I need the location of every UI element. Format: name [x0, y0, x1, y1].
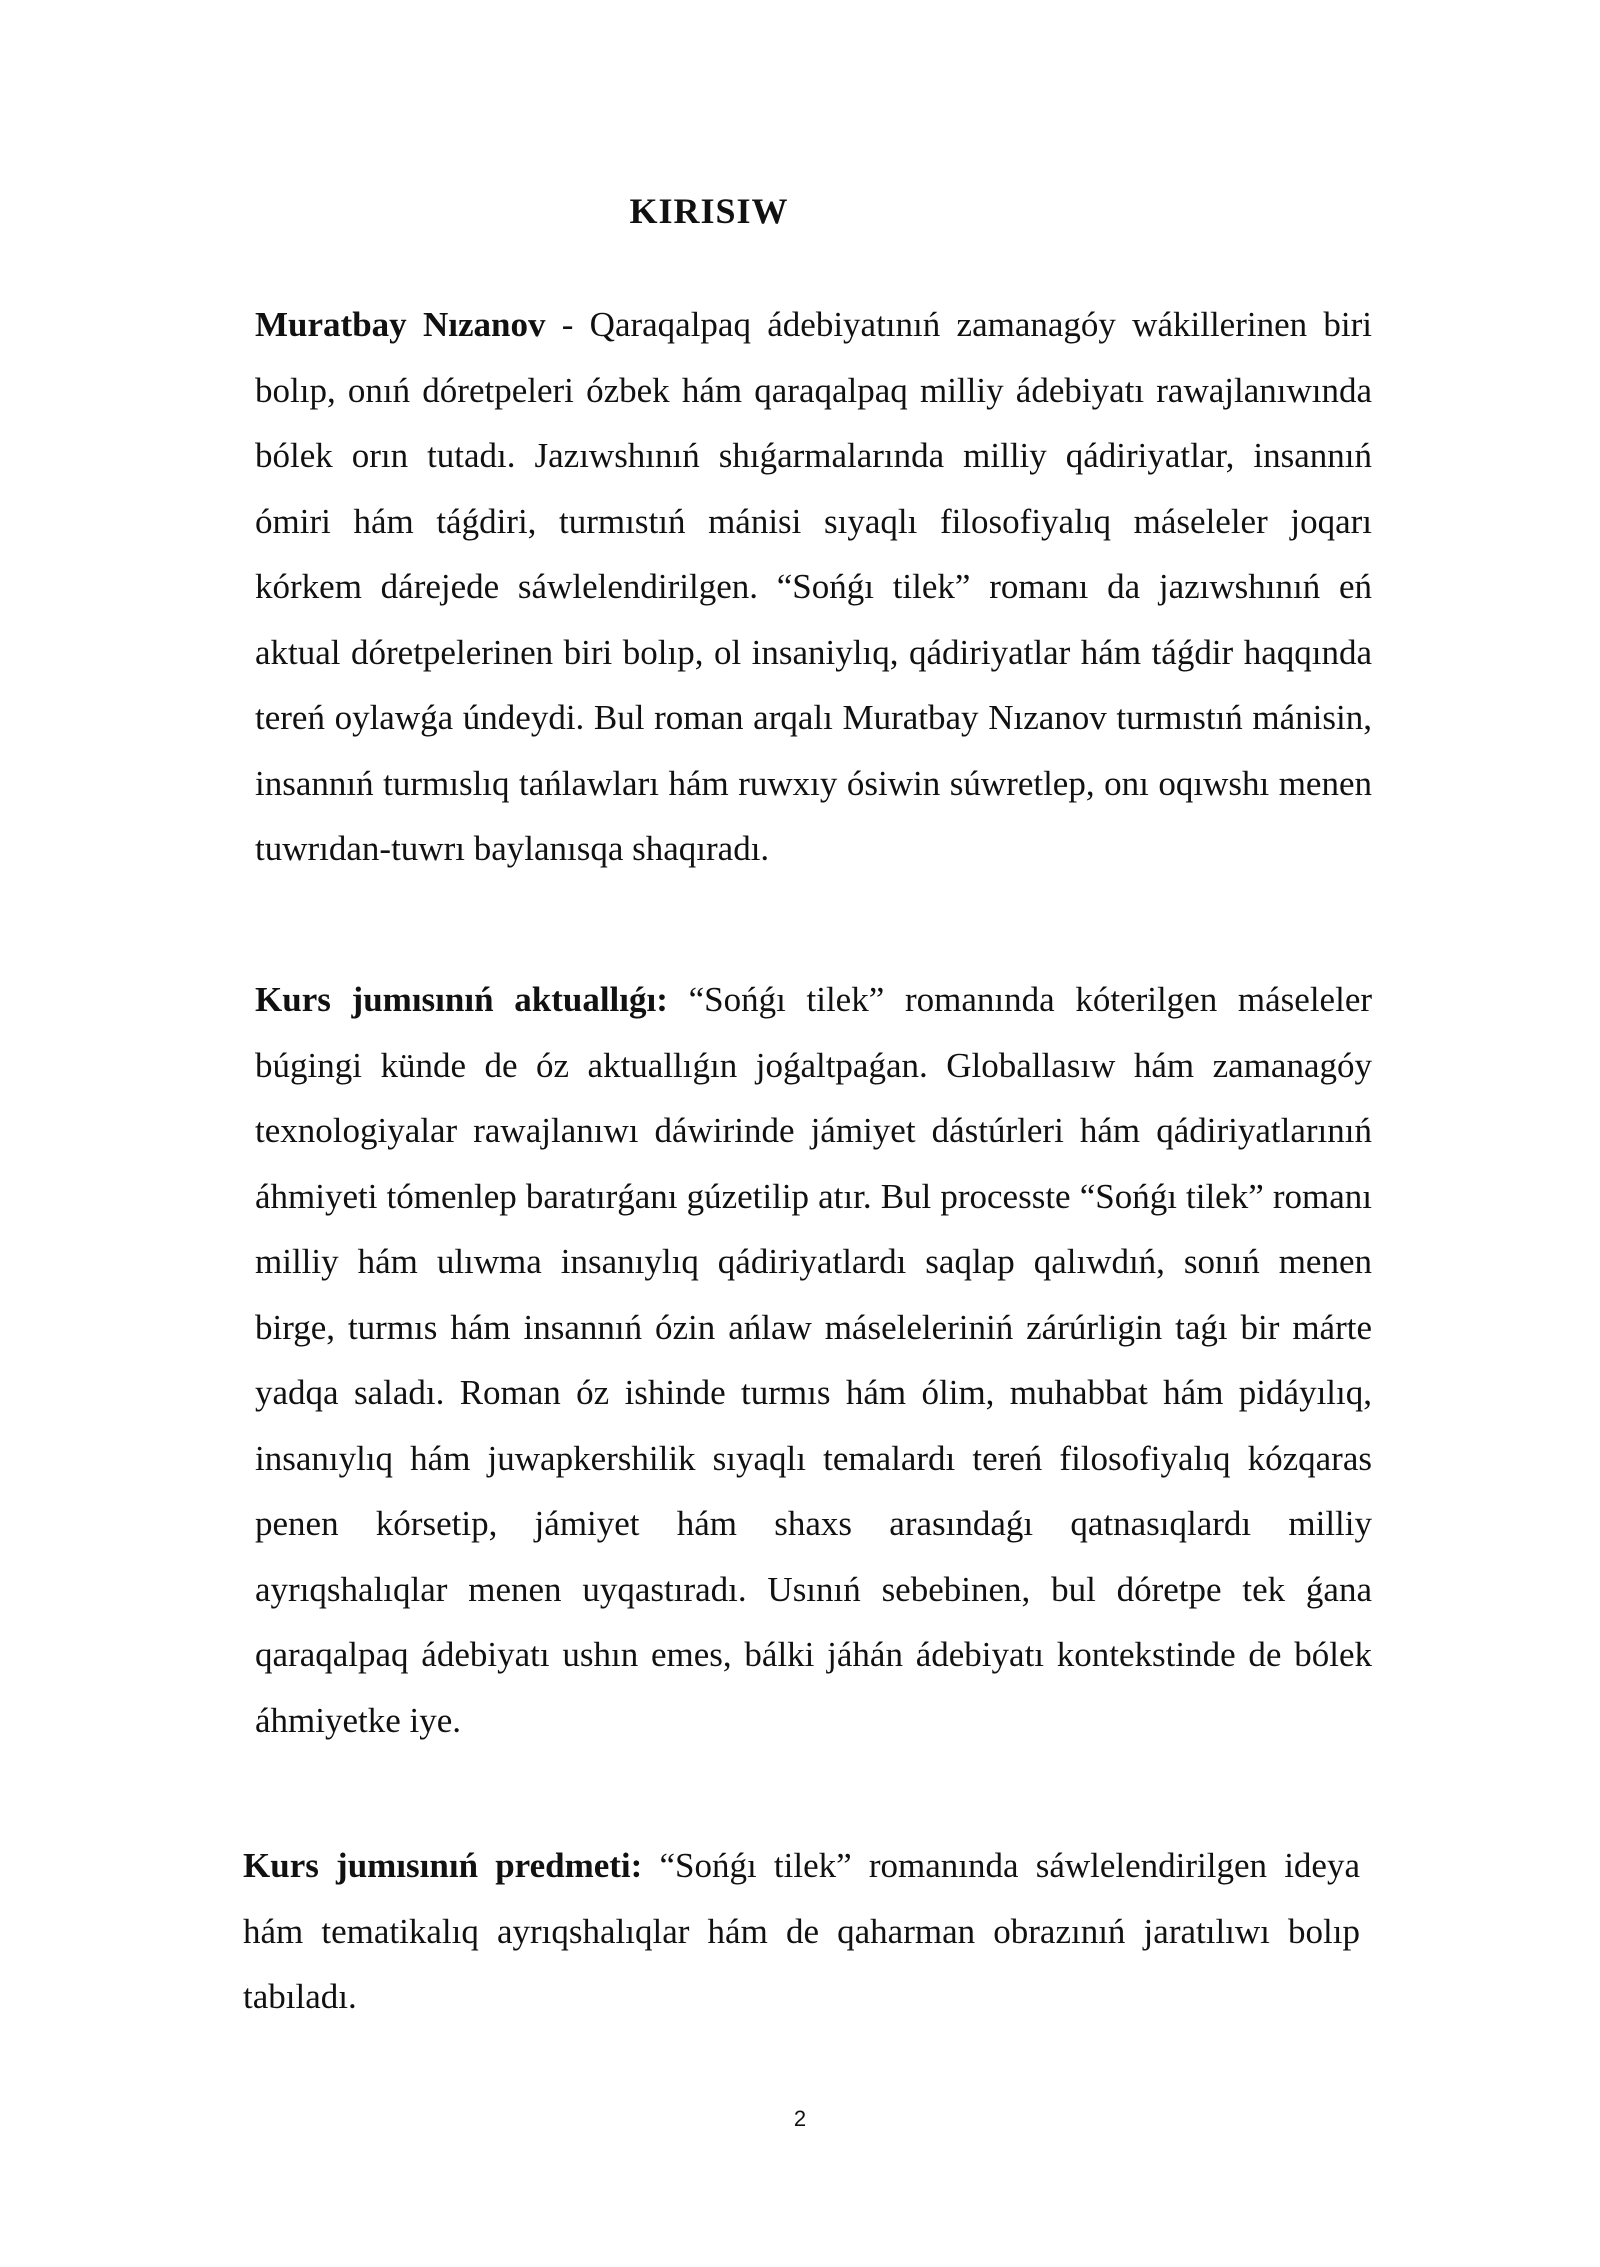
paragraph-lead-author: Muratbay Nızanov	[255, 305, 546, 344]
page-title: KIRISIW	[629, 191, 789, 231]
paragraph-subject	[243, 1833, 1360, 2030]
paragraph-relevance	[243, 967, 1372, 1753]
paragraph-body: “Sońǵı tilek” romanında kóterilgen máseleler búgingi künde de óz aktuallıǵın joǵaltpaǵan. Globallasıw hám zamanagóy texnologiyalar rawajlanıwı dáwirinde jámiyet dástúrleri hám qádiriyatlarınıń áhmiyeti tómenlep baratırǵanı gúzetilip atır. Bul processte “Sońǵı tilek” romanı milliy hám ulıwma insanıylıq qádiriyatlardı saqlap qalıwdıń, sonıń menen birge, turmıs hám insannıń ózin ańlaw máseleleriniń zárúrligin taǵı bir márte yadqa saladı. Roman óz ishinde turmıs hám ólim, muhabbat hám pidáyılıq, insanıylıq hám juwapkershilik sıyaqlı temalardı tereń filosofiyalıq kózqaras penen kórsetip, jámiyet hám shaxs arasındaǵı qatnasıqlardı milliy ayrıqshalıqlar menen uyqastıradı. Usınıń sebebinen, bul dóretpe tek ǵana qaraqalpaq ádebiyatı ushın emes, bálki jáhán ádebiyatı kontekstinde de bólek áhmiyetke iye.	[255, 980, 1373, 1740]
paragraph-body: - Qaraqalpaq ádebiyatınıń zamanagóy wákillerinen biri bolıp, onıń dóretpeleri ózbek hám qaraqalpaq milliy ádebiyatı rawajlanıwında bólek orın tutadı. Jazıwshınıń shıǵarmalarında milliy qádiriyatlar, insannıń ómiri hám táǵdiri, turmıstıń mánisi sıyaqlı filosofiyalıq máseleler joqarı kórkem dárejede sáwlelendirilgen. “Sońǵı tilek” romanı da jazıwshınıń eń aktual dóretpelerinen biri bolıp, ol insaniylıq, qádiriyatlar hám táǵdir haqqında tereń oylawǵa úndeydi. Bul roman arqalı Muratbay Nızanov turmıstıń mánisin, insannıń turmıslıq tańlawları hám ruwxıy ósiwin súwretlep, onı oqıwshı menen tuwrıdan-tuwrı baylanısqa shaqıradı.	[255, 305, 1373, 868]
paragraph-body: “Sońǵı tilek” romanında sáwlelendirilgen ideya hám tematikalıq ayrıqshalıqlar hám de qaharman obrazınıń jaratılıwı bolıp tabıladı.	[243, 1846, 1360, 2016]
paragraph-introduction	[243, 292, 1372, 882]
page-number: 2	[793, 2106, 807, 2131]
paragraph-lead-subject: Kurs jumısınıń predmeti:	[243, 1846, 643, 1885]
paragraph-lead-relevance: Kurs jumısınıń aktuallıǵı:	[255, 980, 668, 1019]
